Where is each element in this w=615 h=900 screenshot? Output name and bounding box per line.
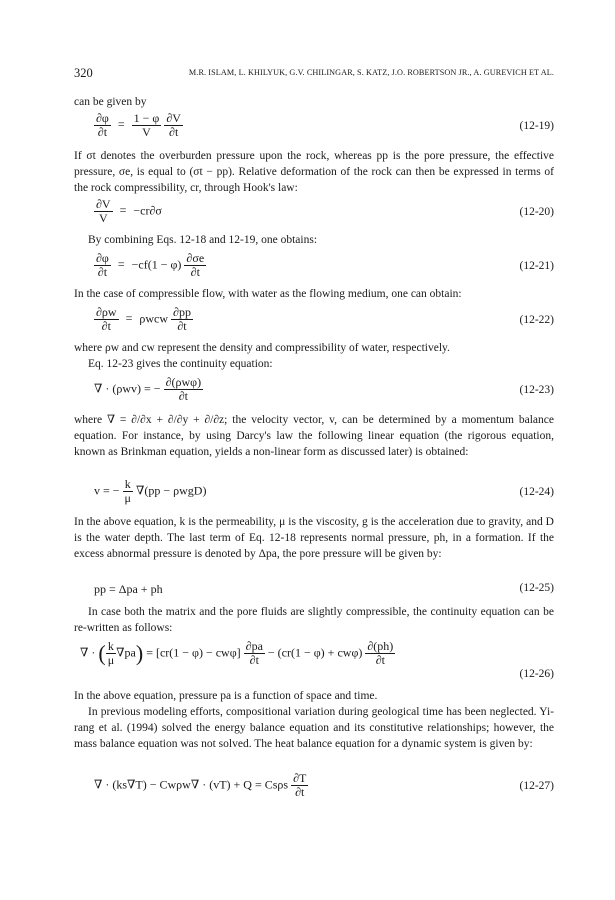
equation-body xyxy=(94,478,206,505)
equation-number: (12-21) xyxy=(519,260,554,272)
denominator: ∂t xyxy=(249,653,259,667)
equation-rhs: ∇(pp − ρwgD) xyxy=(135,483,207,498)
equation-lhs: ∇ · (ρwv) = − xyxy=(94,381,161,396)
page-number: 320 xyxy=(74,66,93,80)
numerator: ∂V xyxy=(166,111,181,125)
equation-lhs: ∇ · (ks∇T) − Cwρw∇ · (vT) + Q = Csρs xyxy=(94,777,289,792)
equation-body xyxy=(94,198,162,225)
numerator: ∂pa xyxy=(245,639,263,653)
denominator: V xyxy=(98,211,108,225)
paragraph-intro: can be given by xyxy=(74,96,147,108)
fraction xyxy=(291,772,308,799)
fraction xyxy=(244,640,265,667)
equation-12-23 xyxy=(74,376,554,406)
numerator: ∂pp xyxy=(173,305,191,319)
numerator: ∂ρw xyxy=(96,305,117,319)
page-header xyxy=(74,66,554,80)
denominator: ∂t xyxy=(177,319,187,333)
equation-number: (12-19) xyxy=(519,120,554,132)
equation-body xyxy=(94,306,193,333)
equation-body xyxy=(94,376,203,403)
equation-body xyxy=(80,640,395,667)
fraction xyxy=(94,306,119,333)
denominator: ∂t xyxy=(375,653,385,667)
numerator: k xyxy=(123,478,133,492)
equation-term: −cf(1 − φ) xyxy=(131,257,182,272)
equation-12-26 xyxy=(74,640,554,680)
numerator: ∂σe xyxy=(186,251,205,265)
fraction xyxy=(171,306,193,333)
denominator: μ xyxy=(107,653,115,667)
fraction xyxy=(106,640,116,667)
equation-lhs: ∇ · xyxy=(80,645,96,660)
fraction xyxy=(94,112,111,139)
paragraph-where-water: where ρw and cw represent the density and compressibility of water, respectively. xyxy=(74,342,450,354)
fraction xyxy=(164,376,204,403)
equation-12-24 xyxy=(74,478,554,508)
equation-body: pp = Δpa + ph xyxy=(94,582,163,596)
equation-lhs: v = − xyxy=(94,483,120,498)
equation-12-22 xyxy=(74,306,554,336)
denominator: μ xyxy=(124,491,131,505)
paragraph-slightly-compressible: In case both the matrix and the pore fluids are slightly compressible, the continuity equation can be re-written as follows: xyxy=(74,606,554,634)
right-paren: ) xyxy=(135,640,144,666)
equation-term: − (cr(1 − φ) + cwφ) xyxy=(267,645,363,660)
denominator: ∂t xyxy=(178,389,188,403)
equation-number: (12-27) xyxy=(519,780,554,792)
equation-number: (12-26) xyxy=(519,668,554,680)
paragraph-permeability: In the above equation, k is the permeability, μ is the viscosity, g is the acceleration due to gravity, and D is the water depth. The last term of Eq. 12-18 represents normal pressure, ph, in a formation. If the excess abnormal pressure is denoted by Δpa, the pore pressure will be given by: xyxy=(74,516,554,560)
equation-body xyxy=(94,252,206,279)
paragraph-effective-pressure: If σt denotes the overburden pressure upon the rock, whereas pp is the pore pressure, the effective pressure, σe, is equal to (σt − pp). Relative deformation of the rock can then be expressed in terms of the rock compressibility, cr, through Hook's law: xyxy=(74,150,554,194)
denominator: ∂t xyxy=(97,265,108,279)
equation-12-27 xyxy=(74,772,554,802)
paragraph-pressure-function: In the above equation, pressure pa is a function of space and time. xyxy=(74,690,378,702)
fraction xyxy=(123,478,133,505)
denominator: ∂t xyxy=(101,319,111,333)
running-head: M.R. ISLAM, L. KHILYUK, G.V. CHILINGAR, S. KATZ, J.O. ROBERTSON JR., A. GUREVICH ET AL. xyxy=(188,68,554,77)
equation-12-25 xyxy=(74,582,554,600)
paragraph-compressible-flow: In the case of compressible flow, with water as the flowing medium, one can obtain: xyxy=(74,288,462,300)
denominator: ∂t xyxy=(97,125,108,139)
numerator: ∂V xyxy=(96,197,111,211)
equation-12-20 xyxy=(74,198,554,228)
paragraph-combining: By combining Eqs. 12-18 and 12-19, one obtains: xyxy=(88,234,318,246)
denominator: V xyxy=(142,125,151,139)
denominator: ∂t xyxy=(190,265,200,279)
equation-number: (12-25) xyxy=(519,582,554,594)
equation-rhs: −cr∂σ xyxy=(133,203,162,218)
numerator: ∂φ xyxy=(96,251,109,265)
equals-sign: = xyxy=(119,203,127,218)
denominator: ∂t xyxy=(169,125,179,139)
fraction xyxy=(94,198,113,225)
equation-body xyxy=(94,112,183,139)
numerator: 1 − φ xyxy=(133,111,160,125)
fraction xyxy=(132,112,162,139)
numerator: ∂T xyxy=(293,771,307,785)
equals-sign: = xyxy=(117,257,125,272)
fraction xyxy=(365,640,395,667)
paragraph-velocity: where ∇ = ∂/∂x + ∂/∂y + ∂/∂z; the velocity vector, v, can be determined by a momentum balance equation. For instance, by using Darcy's law the following linear equation (the rigorous equation, known as Brinkman equation, yields a non-linear form as discussed later) is obtained: xyxy=(74,414,554,458)
equation-number: (12-20) xyxy=(519,206,554,218)
fraction xyxy=(164,112,183,139)
numerator: ∂(ph) xyxy=(367,639,394,653)
equation-term: = [cr(1 − φ) − cwφ] xyxy=(146,645,241,660)
equals-sign: = xyxy=(117,117,125,132)
denominator: ∂t xyxy=(295,785,305,799)
equals-sign: = xyxy=(125,311,133,326)
equation-number: (12-23) xyxy=(519,384,554,396)
numerator: k xyxy=(106,640,116,654)
equation-term: ρwcw xyxy=(139,311,169,326)
equation-number: (12-24) xyxy=(519,486,554,498)
equation-term: ∇pa xyxy=(116,645,136,660)
paragraph-previous-modeling: In previous modeling efforts, compositional variation during geological time has been neglected. Yi-rang et al. (1994) solved the energy balance equation and its constitutive relationships; however, the mass balance equation was not solved. The heat balance equation for a dynamic system is given by: xyxy=(74,706,554,750)
numerator: ∂(ρwφ) xyxy=(165,375,202,389)
equation-body xyxy=(94,772,308,799)
equation-12-19 xyxy=(74,112,554,142)
fraction xyxy=(184,252,206,279)
equation-number: (12-22) xyxy=(519,314,554,326)
paragraph-continuity: Eq. 12-23 gives the continuity equation: xyxy=(88,358,273,370)
left-paren: ( xyxy=(98,640,106,666)
numerator: ∂φ xyxy=(96,111,109,125)
fraction xyxy=(94,252,111,279)
equation-12-21 xyxy=(74,252,554,282)
